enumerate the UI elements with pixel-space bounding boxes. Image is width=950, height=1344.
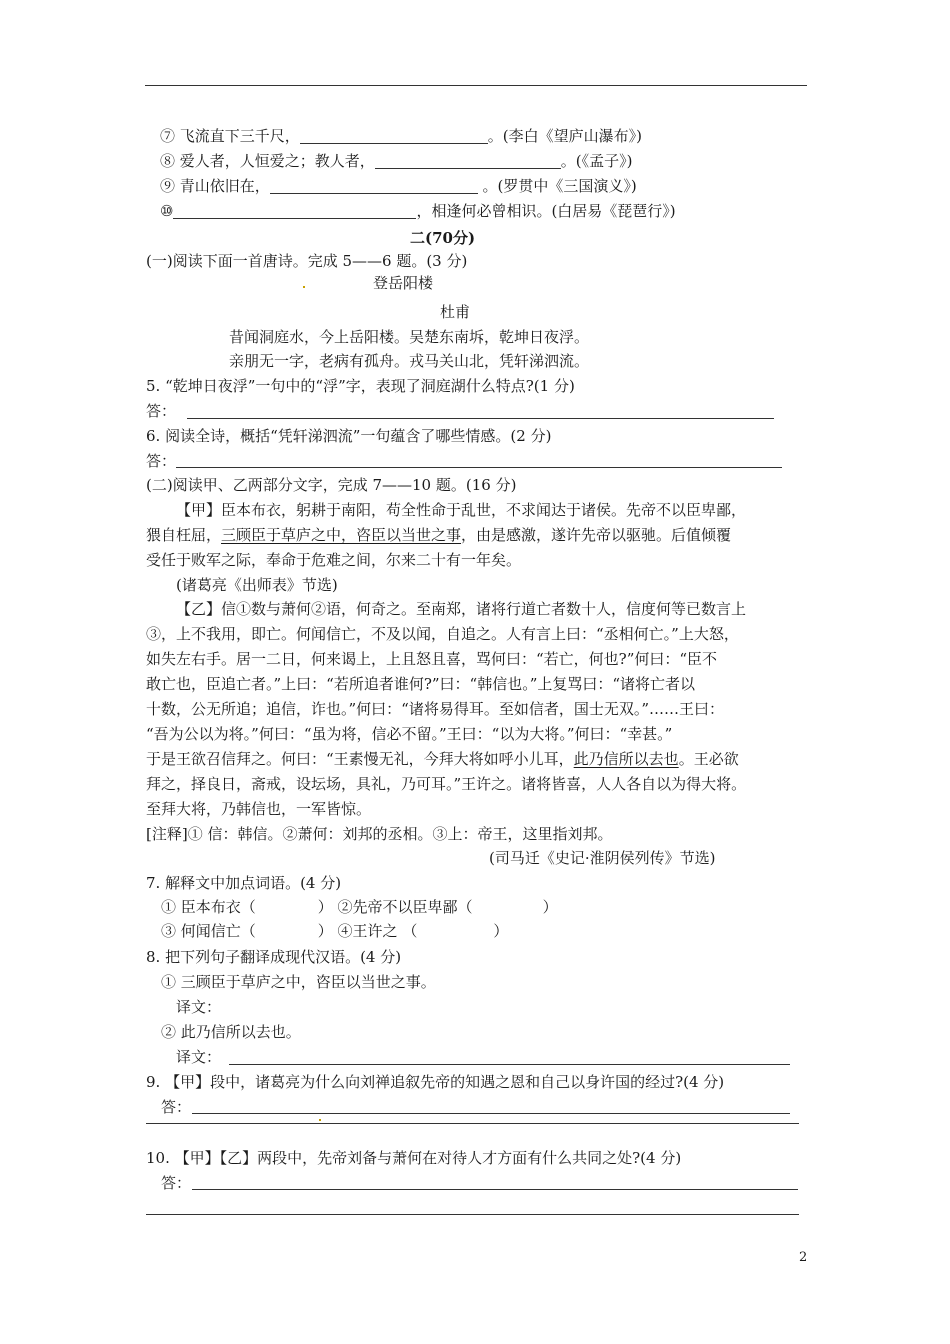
question-10: 10. 【甲】【乙】两段中，先帝刘备与萧何在对待人才方面有什么共同之处?(4 分) — [146, 1149, 682, 1167]
question-7-row-2: ③ 何闻信亡（ ） ④王许之 （ ） — [161, 922, 509, 940]
header-rule — [145, 85, 807, 86]
passage-yi-line: 如失左右手。居一二日，何来谒上，上且怒且喜，骂何曰：“若亡，何也?”何曰：“臣不 — [146, 650, 718, 668]
underlined-sentence: 此乃信所以去也 — [573, 750, 679, 768]
passage-yi-line: 敢亡也，臣追亡者。”上曰：“若所追者谁何?”曰：“韩信也。”上复骂曰：“诸将亡者以 — [146, 675, 696, 693]
poem-author: 杜甫 — [440, 303, 471, 321]
passage-yi-line: “吾为公以为将。”何曰：“虽为将，信必不留。”王曰：“以为大将。”何曰：“幸甚。” — [146, 725, 673, 743]
fill-item-7: ⑦ 飞流直下三千尺， 。(李白《望庐山瀑布》) — [160, 127, 642, 145]
fill-item-10: ⑩ ，相逢何必曾相识。(白居易《琵琶行》) — [160, 202, 676, 220]
passage-yi-source: (司马迁《史记·淮阴侯列传》节选) — [489, 849, 716, 867]
page-number: 2 — [799, 1250, 808, 1265]
underlined-sentence: 三顾臣于草庐之中，咨臣以当世之事 — [221, 526, 462, 544]
answer-blank[interactable] — [375, 152, 561, 169]
question-8-sentence-1: ① 三顾臣于草庐之中，咨臣以当世之事。 — [161, 973, 436, 991]
answer-blank[interactable] — [173, 202, 416, 219]
question-9: 9. 【甲】段中，诸葛亮为什么向刘禅追叙先帝的知遇之恩和自己以身许国的经过?(4 分) — [146, 1073, 725, 1091]
section-title: 二(70分) — [410, 229, 476, 247]
answer-label: 答： — [161, 1174, 192, 1192]
decorative-dot — [303, 286, 305, 288]
passage-yi-line: 拜之，择良日，斋戒，设坛场，具礼，乃可耳。”王许之。诸将皆喜，人人各自以为得大将。 — [146, 775, 747, 793]
question-7-row-1: ① 臣本布衣（ ） ②先帝不以臣卑鄙（ ） — [161, 898, 558, 916]
fill-item-8: ⑧ 爱人者，人恒爱之；教人者， 。(《孟子》) — [160, 152, 633, 170]
passage-note: [注释]① 信：韩信。②萧何：刘邦的丞相。③上：帝王，这里指刘邦。 — [146, 825, 613, 843]
answer-line[interactable] — [192, 1113, 790, 1114]
question-8: 8. 把下列句子翻译成现代汉语。(4 分) — [146, 948, 402, 966]
part1-intro: (一)阅读下面一首唐诗。完成 5——6 题。(3 分) — [146, 252, 468, 270]
answer-label: 答： — [146, 452, 177, 470]
passage-jia-line: 【甲】臣本布衣，躬耕于南阳，苟全性命于乱世，不求闻达于诸侯。先帝不以臣卑鄙， — [176, 501, 747, 519]
passage-jia-line: 受任于败军之际，奉命于危难之间，尔来二十有一年矣。 — [146, 551, 522, 569]
answer-line[interactable] — [229, 1064, 790, 1065]
poem-line-1: 昔闻洞庭水，今上岳阳楼。吴楚东南坼，乾坤日夜浮。 — [229, 328, 590, 346]
question-7: 7. 解释文中加点词语。(4 分) — [146, 874, 342, 892]
decorative-dot — [319, 1119, 321, 1121]
translation-label: 译文： — [176, 998, 222, 1016]
passage-yi-line: 于是王欲召信拜之。何曰：“王素慢无礼，今拜大将如呼小儿耳，此乃信所以去也。王必欲 — [146, 750, 739, 768]
answer-line[interactable] — [176, 467, 782, 468]
answer-line[interactable] — [146, 1214, 799, 1215]
passage-jia-line: 猥自枉屈，三顾臣于草庐之中，咨臣以当世之事，由是感激，遂许先帝以驱驰。后值倾覆 — [146, 526, 732, 544]
question-8-sentence-2: ② 此乃信所以去也。 — [161, 1023, 301, 1041]
passage-jia-source: (诸葛亮《出师表》节选) — [176, 576, 338, 594]
question-5: 5. “乾坤日夜浮”一句中的“浮”字，表现了洞庭湖什么特点?(1 分) — [146, 377, 575, 395]
part2-intro: (二)阅读甲、乙两部分文字，完成 7——10 题。(16 分) — [146, 476, 517, 494]
question-6: 6. 阅读全诗，概括“凭轩涕泗流”一句蕴含了哪些情感。(2 分) — [146, 427, 552, 445]
passage-yi-line: ③，上不我用，即亡。何闻信亡，不及以闻，自追之。人有言上曰：“丞相何亡。”上大怒， — [146, 625, 739, 643]
answer-line[interactable] — [146, 1123, 799, 1124]
passage-yi-line: 至拜大将，乃韩信也，一军皆惊。 — [146, 800, 372, 818]
fill-item-9: ⑨ 青山依旧在， 。(罗贯中《三国演义》) — [160, 177, 637, 195]
answer-blank[interactable] — [300, 127, 488, 144]
answer-label: 答： — [161, 1098, 192, 1116]
passage-yi-line: 十数，公无所追；追信，诈也。”何曰：“诸将易得耳。至如信者，国士无双。”……王曰： — [146, 700, 725, 718]
poem-title: 登岳阳楼 — [373, 274, 434, 292]
answer-blank[interactable] — [270, 177, 478, 194]
poem-line-2: 亲朋无一字，老病有孤舟。戎马关山北，凭轩涕泗流。 — [229, 352, 590, 370]
answer-label: 答： — [146, 402, 177, 420]
passage-yi-line: 【乙】信①数与萧何②语，何奇之。至南郑，诸将行道亡者数十人，信度何等已数言上 — [176, 600, 747, 618]
answer-line[interactable] — [187, 418, 774, 419]
translation-label: 译文： — [176, 1048, 222, 1066]
answer-line[interactable] — [192, 1189, 798, 1190]
